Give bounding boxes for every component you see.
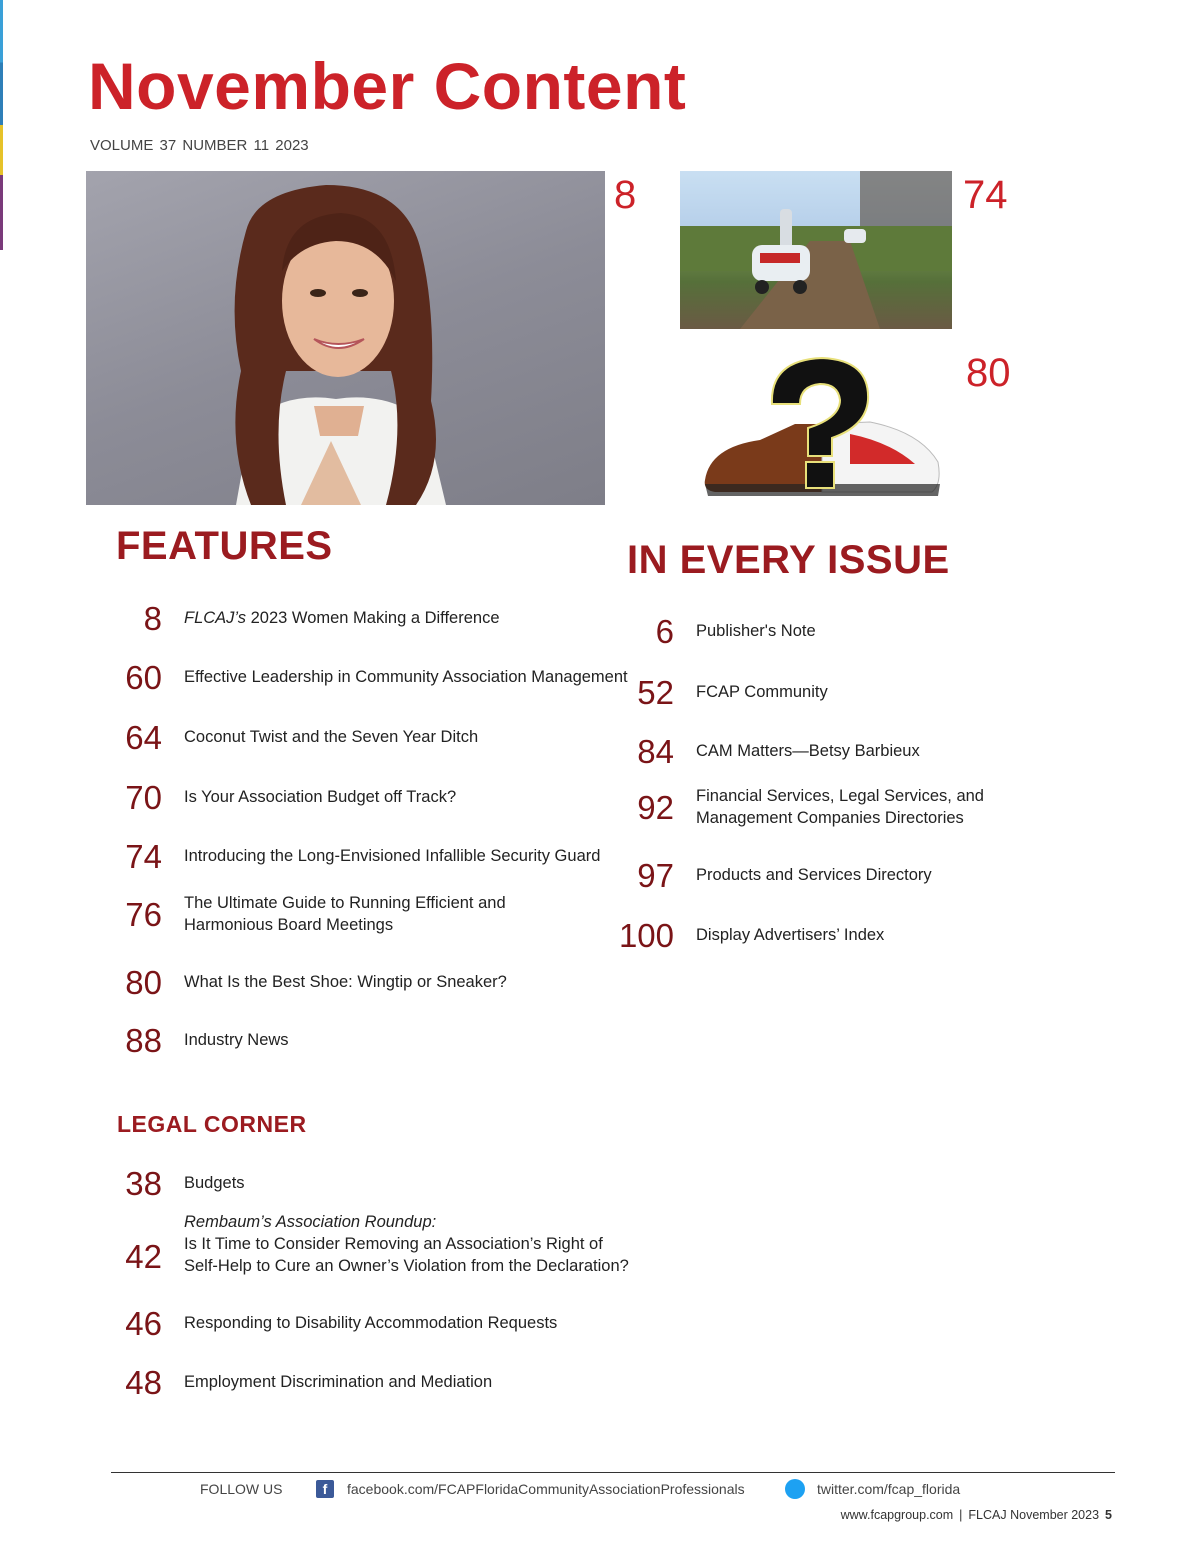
legal-page-number: 42: [125, 1237, 162, 1275]
legal-title: Employment Discrimination and Mediation: [184, 1373, 493, 1391]
legal-item[interactable]: [86, 1362, 492, 1402]
page-edge-strip: [0, 0, 3, 250]
page-number: 5: [1105, 1508, 1112, 1522]
every-issue-page-number: 52: [637, 673, 674, 711]
feature-title: The Ultimate Guide to Running Efficient and Harmonious Board Meetings: [184, 894, 506, 934]
legal-item[interactable]: [86, 1303, 557, 1343]
website-link[interactable]: www.fcapgroup.com: [840, 1508, 954, 1522]
every-issue-item[interactable]: [598, 611, 816, 651]
feature-item[interactable]: [86, 598, 500, 638]
every-issue-item[interactable]: [598, 915, 884, 955]
feature-item[interactable]: [86, 777, 456, 817]
every-issue-title: Financial Services, Legal Services, and Management Companies Directories: [696, 787, 984, 827]
feature-item[interactable]: [86, 890, 506, 938]
feature-item[interactable]: [86, 962, 507, 1002]
feature-page-number: 88: [125, 1021, 162, 1059]
every-issue-title: Products and Services Directory: [696, 866, 932, 884]
every-issue-item[interactable]: [598, 783, 984, 831]
photo-page-number-80: 80: [966, 351, 1011, 395]
feature-page-number: 64: [125, 718, 162, 756]
facebook-icon[interactable]: f: [316, 1480, 334, 1498]
page-title: November Content: [88, 49, 687, 123]
legal-item[interactable]: [86, 1210, 629, 1278]
shoe-question-photo: [700, 352, 945, 502]
every-issue-page-number: 97: [637, 856, 674, 894]
in-every-issue-heading: IN EVERY ISSUE: [627, 538, 950, 582]
every-issue-item[interactable]: [598, 731, 920, 771]
wingtip-sneaker-question-illustration: [700, 352, 945, 502]
legal-page-number: 38: [125, 1164, 162, 1202]
follow-us-label: FOLLOW US: [200, 1481, 283, 1497]
feature-page-number: 74: [125, 837, 162, 875]
every-issue-page-number: 92: [637, 788, 674, 826]
every-issue-page-number: 84: [637, 732, 674, 770]
feature-item[interactable]: [86, 1020, 289, 1060]
feature-item[interactable]: [86, 717, 478, 757]
feature-page-number: 8: [143, 599, 162, 637]
legal-item[interactable]: [86, 1163, 245, 1203]
feature-title: Industry News: [184, 1031, 289, 1049]
every-issue-title: Display Advertisers’ Index: [696, 926, 885, 944]
legal-title: Budgets: [184, 1174, 245, 1192]
every-issue-title: Publisher's Note: [696, 622, 816, 640]
issue-volume-line: VOLUME 37 NUMBER 11 2023: [90, 137, 309, 154]
security-robot-photo: [680, 171, 952, 329]
feature-title: Is Your Association Budget off Track?: [184, 788, 457, 806]
feature-item[interactable]: [86, 836, 600, 876]
legal-page-number: 46: [125, 1304, 162, 1342]
cover-photo-woman: [86, 171, 605, 505]
woman-portrait-illustration: [86, 171, 605, 505]
facebook-link[interactable]: facebook.com/FCAPFloridaCommunityAssociationProfessionals: [347, 1481, 745, 1497]
feature-title: Effective Leadership in Community Association Management: [184, 668, 628, 686]
twitter-icon[interactable]: [785, 1479, 805, 1499]
every-issue-title: FCAP Community: [696, 683, 828, 701]
footer-page-info: [841, 1508, 1112, 1522]
feature-page-number: 76: [125, 895, 162, 933]
legal-page-number: 48: [125, 1363, 162, 1401]
feature-page-number: 70: [125, 778, 162, 816]
publication-date: FLCAJ November 2023: [968, 1508, 1100, 1522]
legal-title: Responding to Disability Accommodation Requests: [184, 1314, 558, 1332]
feature-page-number: 60: [125, 658, 162, 696]
every-issue-title: CAM Matters—Betsy Barbieux: [696, 742, 920, 760]
every-issue-item[interactable]: [598, 855, 932, 895]
every-issue-item[interactable]: [598, 672, 828, 712]
feature-title: Coconut Twist and the Seven Year Ditch: [184, 728, 479, 746]
photo-page-number-8: 8: [614, 173, 637, 217]
twitter-link[interactable]: twitter.com/fcap_florida: [817, 1481, 961, 1497]
photo-page-number-74: 74: [963, 173, 1008, 217]
every-issue-page-number: 6: [655, 612, 674, 650]
security-robot-illustration: [680, 171, 952, 329]
legal-title: Rembaum’s Association Roundup: Is It Time to Consider Removing an Association’s Right of Self-Help to Cure an Owner’s Violation from the Declaration?: [184, 1213, 629, 1275]
feature-page-number: 80: [125, 963, 162, 1001]
footer-social-row: [0, 1479, 1200, 1501]
feature-item[interactable]: [86, 657, 628, 697]
footer-divider: [111, 1472, 1115, 1473]
feature-title: FLCAJ’s 2023 Women Making a Difference: [184, 609, 500, 627]
legal-corner-heading: LEGAL CORNER: [117, 1111, 307, 1137]
feature-title: Introducing the Long-Envisioned Infallible Security Guard: [184, 847, 601, 865]
footer-separator: |: [959, 1508, 963, 1522]
features-heading: FEATURES: [116, 524, 333, 568]
every-issue-page-number: 100: [618, 916, 674, 954]
feature-title: What Is the Best Shoe: Wingtip or Sneaker?: [184, 973, 507, 991]
